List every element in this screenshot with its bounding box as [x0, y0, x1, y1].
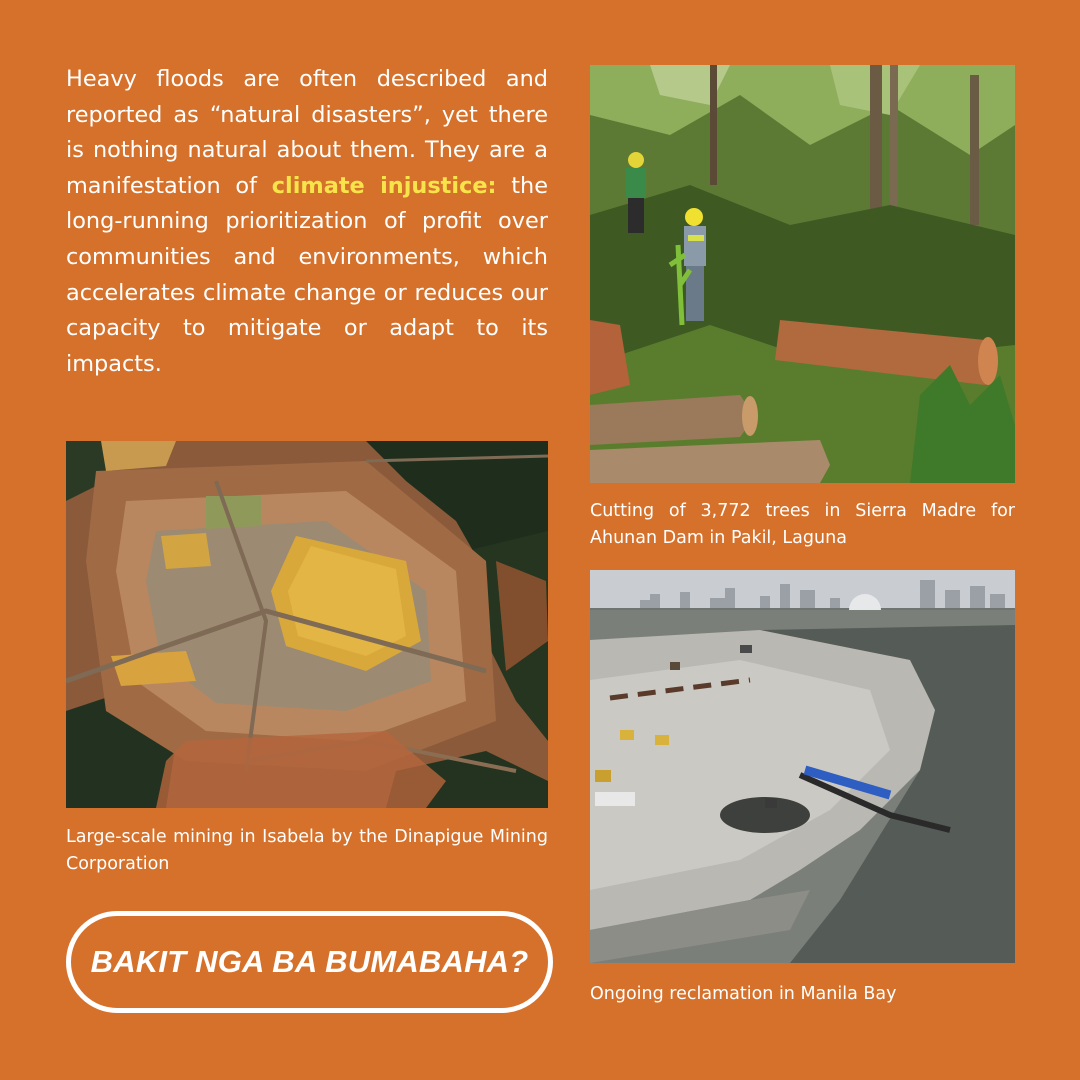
intro-highlight: climate injustice: [271, 172, 497, 199]
intro-paragraph [66, 62, 548, 382]
tree-cutting-photo [590, 65, 1015, 483]
reclamation-caption: Ongoing reclamation in Manila Bay [590, 984, 897, 1004]
mining-caption: Large-scale mining in Isabela by the Dinapigue Mining Corporation [66, 827, 548, 874]
mining-photo [66, 441, 548, 808]
cta-label: BAKIT NGA BA BUMABAHA? [90, 944, 529, 979]
reclamation-photo [590, 570, 1015, 963]
cta-button[interactable] [66, 911, 553, 1013]
intro-text-1: Heavy floods are often described and reported as “natural disasters”, yet there is nothing natural about them. They are a manifestation of [66, 66, 548, 199]
tree-cutting-caption: Cutting of 3,772 trees in Sierra Madre for Ahunan Dam in Pakil, Laguna [590, 501, 1015, 548]
intro-text-2: the long-running prioritization of profit over communities and environments, which accelerates climate change or reduces our capacity to mitigate or adapt to its impacts. [66, 172, 548, 377]
